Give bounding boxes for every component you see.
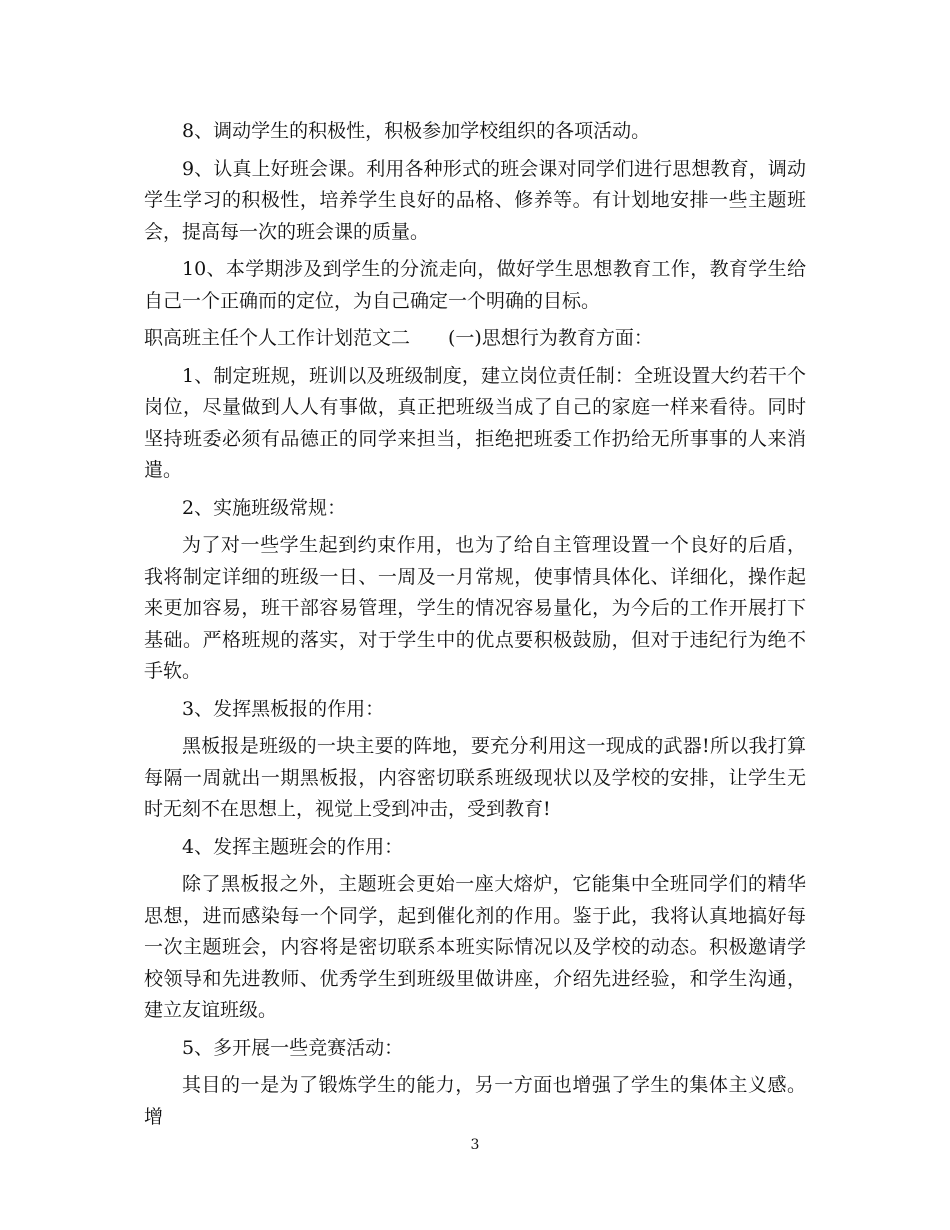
subheading-competitions: 5、多开展一些竞赛活动：: [182, 1036, 404, 1059]
page-number: 3: [470, 1137, 480, 1153]
document-body: [144, 116, 806, 1139]
paragraph-item-10: 10、本学期涉及到学生的分流走向，做好学生思想教育工作，教育学生给自己一个正确而的定位，为自己确定一个明确的目标。: [144, 258, 806, 312]
paragraph-competitions: 其目的一是为了锻炼学生的能力，另一方面也增强了学生的集体主义感。增: [144, 1074, 806, 1128]
subheading-blackboard: 3、发挥黑板报的作用：: [182, 697, 385, 720]
section-heading: 职高班主任个人工作计划范文二 (一)思想行为教育方面：: [144, 327, 653, 349]
paragraph-item-9: 9、认真上好班会课。利用各种形式的班会课对同学们进行思想教育，调动学生学习的积极性，培养学生良好的品格、修养等。有计划地安排一些主题班会，提高每一次的班会课的质量。: [144, 157, 806, 243]
paragraph-class-routine: 为了对一些学生起到约束作用，也为了给自主管理设置一个良好的后盾，我将制定详细的班级一日、一周及一月常规，使事情具体化、详细化，操作起来更加容易，班干部容易管理，学生的情况容易量化，为今后的工作开展打下基础。严格班规的落实，对于学生中的优点要积极鼓励，但对于违纪行为绝不手软。: [144, 534, 806, 682]
subheading-theme-meeting: 4、发挥主题班会的作用：: [182, 835, 404, 858]
paragraph-blackboard: 黑板报是班级的一块主要的阵地，要充分利用这一现成的武器!所以我打算每隔一周就出一期黑板报，内容密切联系班级现状以及学校的安排，让学生无时无刻不在思想上，视觉上受到冲击，受到教育!: [144, 735, 806, 820]
paragraph-item-8: 8、调动学生的积极性，积极参加学校组织的各项活动。: [182, 120, 651, 142]
paragraph-item-1: 1、制定班规，班训以及班级制度，建立岗位责任制：全班设置大约若干个岗位，尽量做到人人有事做，真正把班级当成了自己的家庭一样来看待。同时坚持班委必须有品德正的同学来担当，拒绝把班委工作扔给无所事事的人来消遣。: [144, 364, 806, 481]
subheading-class-routine: 2、实施班级常规：: [182, 496, 347, 519]
paragraph-theme-meeting: 除了黑板报之外，主题班会更始一座大熔炉，它能集中全班同学们的精华思想，进而感染每一个同学，起到催化剂的作用。鉴于此，我将认真地搞好每一次主题班会，内容将是密切联系本班实际情况以及学校的动态。积极邀请学校领导和先进教师、优秀学生到班级里做讲座，介绍先进经验，和学生沟通，建立友谊班级。: [144, 873, 806, 1021]
